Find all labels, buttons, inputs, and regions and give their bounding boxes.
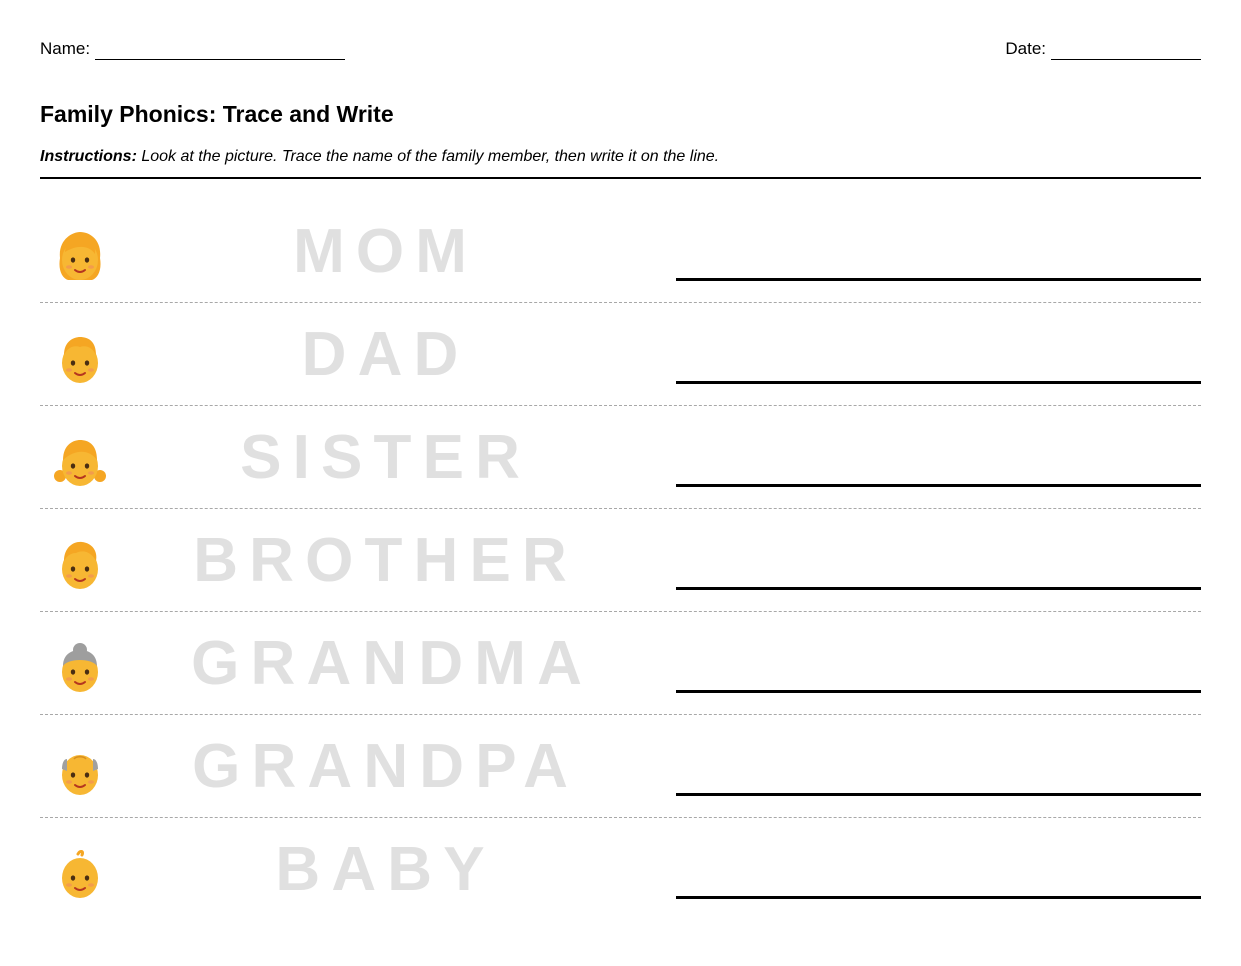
woman-face-icon — [54, 230, 106, 282]
write-line — [676, 793, 1201, 796]
boy-face-icon — [54, 539, 106, 591]
name-field — [40, 38, 345, 60]
trace-word: GRANDMA — [191, 629, 594, 698]
trace-rows — [40, 200, 1201, 921]
old-woman-face-icon — [54, 642, 106, 694]
write-line — [676, 690, 1201, 693]
baby-face-icon — [54, 848, 106, 900]
trace-row — [40, 200, 1201, 303]
trace-row — [40, 509, 1201, 612]
date-blank-line — [1051, 43, 1201, 60]
date-field — [1005, 38, 1201, 60]
trace-row — [40, 818, 1201, 921]
trace-word: BROTHER — [193, 526, 578, 595]
write-line — [676, 587, 1201, 590]
instructions — [40, 147, 719, 167]
trace-row — [40, 612, 1201, 715]
date-label: Date: — [1005, 39, 1046, 58]
trace-word: GRANDPA — [192, 732, 580, 801]
name-blank-line — [95, 43, 345, 60]
instructions-text: Look at the picture. Trace the name of the family member, then write it on the line. — [141, 148, 720, 165]
man-face-icon — [54, 333, 106, 385]
header-row — [40, 38, 1201, 62]
trace-row — [40, 715, 1201, 818]
trace-word: BABY — [275, 835, 496, 904]
write-line — [676, 484, 1201, 487]
write-line — [676, 381, 1201, 384]
header-divider — [40, 177, 1201, 179]
trace-word: DAD — [301, 320, 470, 389]
write-line — [676, 278, 1201, 281]
trace-word: SISTER — [240, 423, 532, 492]
instructions-label: Instructions: — [40, 148, 137, 165]
trace-row — [40, 406, 1201, 509]
girl-face-icon — [54, 436, 106, 488]
name-label: Name: — [40, 39, 91, 58]
old-man-face-icon — [54, 745, 106, 797]
trace-row — [40, 303, 1201, 406]
trace-word: MOM — [293, 217, 479, 286]
page-title: Family Phonics: Trace and Write — [40, 101, 394, 127]
write-line — [676, 896, 1201, 899]
